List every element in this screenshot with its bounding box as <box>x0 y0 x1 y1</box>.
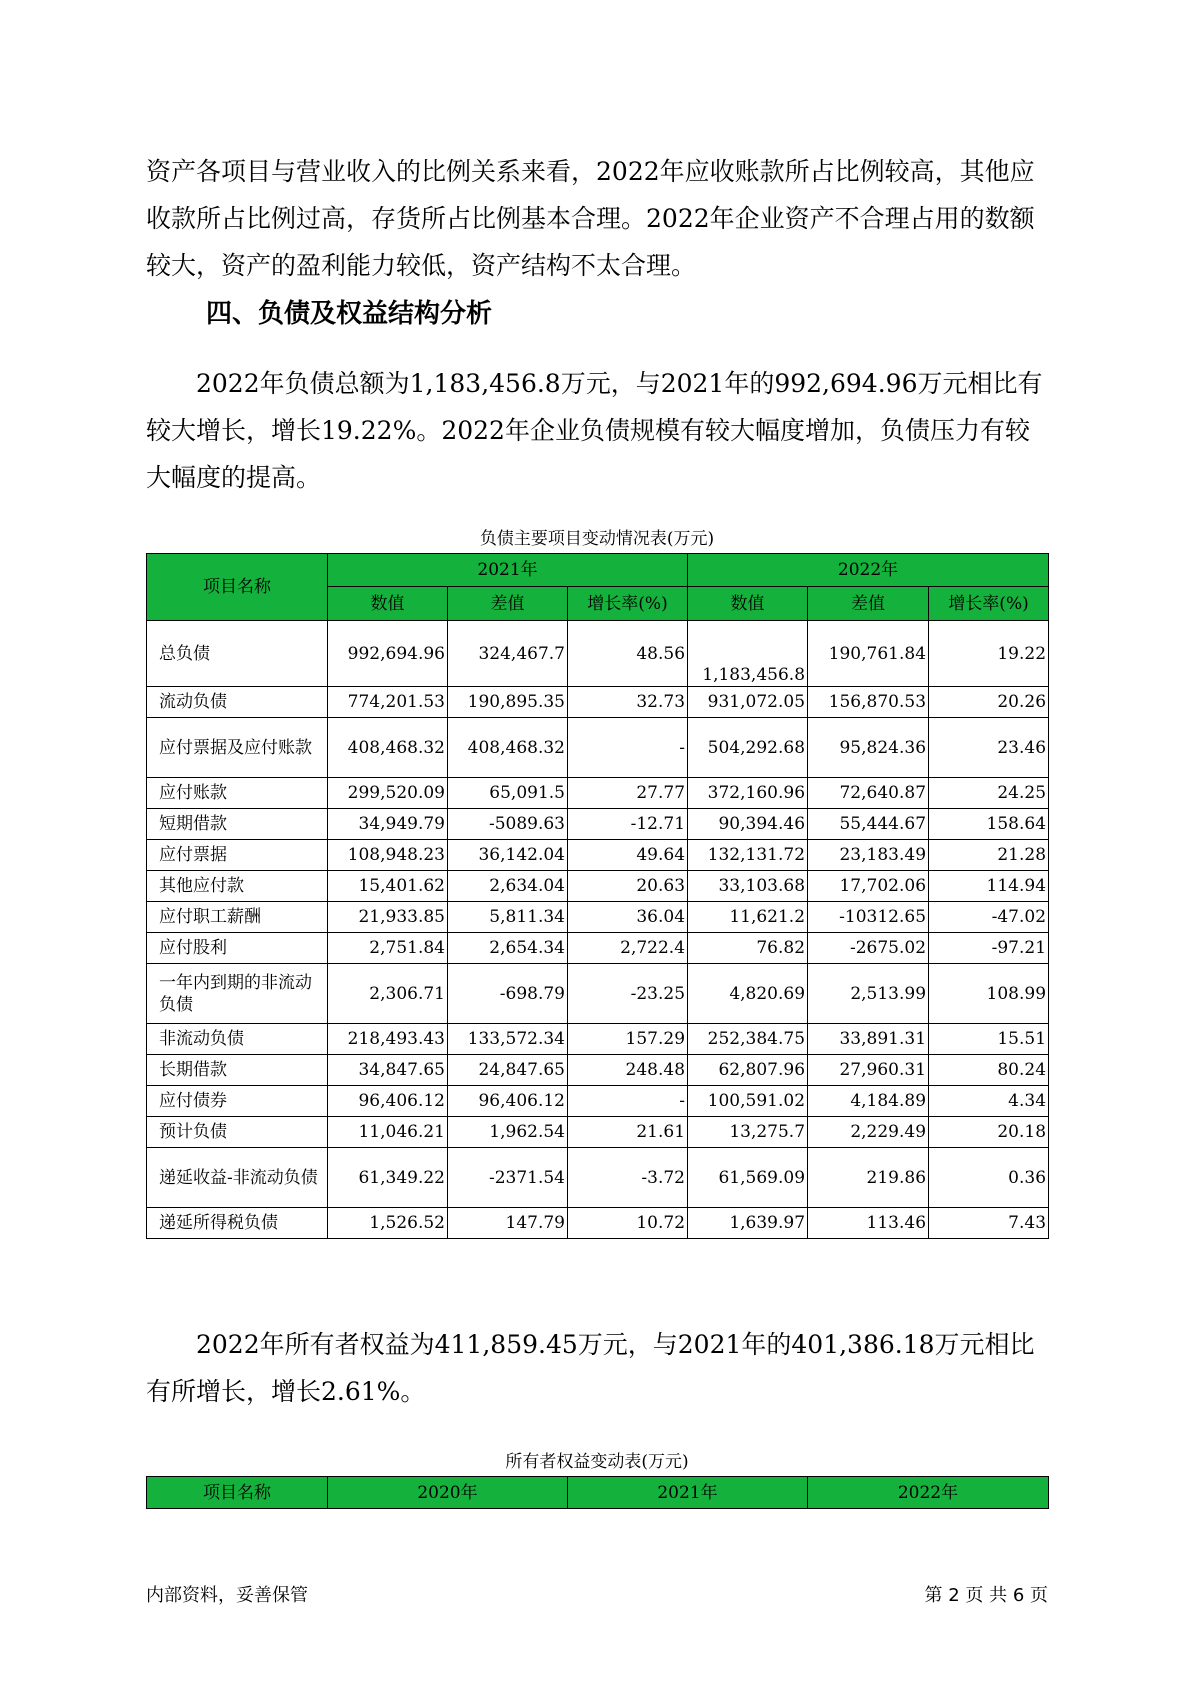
header-year-2021: 2021年 <box>328 554 688 587</box>
cell-rate-2022: 20.18 <box>929 1117 1049 1148</box>
cell-diff-2021: 24,847.65 <box>448 1055 568 1086</box>
cell-item-name: 流动负债 <box>147 687 328 718</box>
paragraph-asset-structure: 资产各项目与营业收入的比例关系来看，2022年应收账款所占比例较高，其他应收款所占比例过高，存货所占比例基本合理。2022年企业资产不合理占用的数额较大，资产的盈利能力较低，资产结构不太合理。 <box>146 157 1035 280</box>
cell-rate-2021: -23.25 <box>568 964 688 1024</box>
cell-value-2022: 13,275.7 <box>688 1117 808 1148</box>
paragraph-equity-summary: 2022年所有者权益为411,859.45万元，与2021年的401,386.18万元相比有所增长，增长2.61%。 <box>146 1330 1035 1406</box>
cell-item-name: 递延收益-非流动负债 <box>147 1148 328 1208</box>
table-row <box>147 621 1049 687</box>
cell-diff-2022: 2,513.99 <box>808 964 929 1024</box>
cell-diff-2021: 5,811.34 <box>448 902 568 933</box>
cell-rate-2022: 158.64 <box>929 809 1049 840</box>
table-row <box>147 840 1049 871</box>
cell-diff-2021: 65,091.5 <box>448 778 568 809</box>
cell-diff-2022: 4,184.89 <box>808 1086 929 1117</box>
cell-value-2022: 33,103.68 <box>688 871 808 902</box>
cell-value-2022: 4,820.69 <box>688 964 808 1024</box>
cell-item-name: 短期借款 <box>147 809 328 840</box>
cell-rate-2022: 4.34 <box>929 1086 1049 1117</box>
cell-value-2021: 108,948.23 <box>328 840 448 871</box>
header-year-2022: 2022年 <box>688 554 1049 587</box>
cell-value-2022: 62,807.96 <box>688 1055 808 1086</box>
cell-value-2022: 61,569.09 <box>688 1148 808 1208</box>
cell-value-2021: 34,949.79 <box>328 809 448 840</box>
cell-diff-2021: 324,467.7 <box>448 621 568 687</box>
cell-value-2022: 76.82 <box>688 933 808 964</box>
cell-diff-2021: 408,468.32 <box>448 718 568 778</box>
cell-item-name: 应付账款 <box>147 778 328 809</box>
cell-diff-2021: 147.79 <box>448 1208 568 1239</box>
cell-diff-2022: 55,444.67 <box>808 809 929 840</box>
equity-table-caption: 所有者权益变动表(万元) <box>505 1452 689 1472</box>
header-year-2022: 2022年 <box>808 1477 1049 1509</box>
cell-diff-2022: 23,183.49 <box>808 840 929 871</box>
table-row <box>147 1055 1049 1086</box>
cell-rate-2021: 10.72 <box>568 1208 688 1239</box>
cell-diff-2022: 2,229.49 <box>808 1117 929 1148</box>
cell-item-name: 一年内到期的非流动负债 <box>147 964 328 1024</box>
cell-rate-2021: - <box>568 718 688 778</box>
cell-diff-2022: 17,702.06 <box>808 871 929 902</box>
cell-value-2022: 11,621.2 <box>688 902 808 933</box>
cell-diff-2022: 156,870.53 <box>808 687 929 718</box>
cell-item-name: 其他应付款 <box>147 871 328 902</box>
cell-item-name: 应付债券 <box>147 1086 328 1117</box>
table-row <box>147 902 1049 933</box>
cell-item-name: 预计负债 <box>147 1117 328 1148</box>
cell-rate-2021: -3.72 <box>568 1148 688 1208</box>
table-row <box>147 871 1049 902</box>
cell-rate-2021: 20.63 <box>568 871 688 902</box>
cell-rate-2022: 7.43 <box>929 1208 1049 1239</box>
cell-diff-2021: 190,895.35 <box>448 687 568 718</box>
table-row <box>147 1024 1049 1055</box>
table-row <box>147 718 1049 778</box>
cell-rate-2021: 48.56 <box>568 621 688 687</box>
cell-item-name: 应付股利 <box>147 933 328 964</box>
table-row <box>147 809 1049 840</box>
header-item-name: 项目名称 <box>147 554 328 621</box>
cell-rate-2022: 15.51 <box>929 1024 1049 1055</box>
cell-item-name: 应付职工薪酬 <box>147 902 328 933</box>
cell-rate-2021: 248.48 <box>568 1055 688 1086</box>
header-value-2022: 数值 <box>688 587 808 621</box>
cell-value-2022: 132,131.72 <box>688 840 808 871</box>
cell-rate-2022: 0.36 <box>929 1148 1049 1208</box>
cell-diff-2022: 72,640.87 <box>808 778 929 809</box>
cell-item-name: 应付票据及应付账款 <box>147 718 328 778</box>
cell-diff-2022: 113.46 <box>808 1208 929 1239</box>
cell-diff-2022: 33,891.31 <box>808 1024 929 1055</box>
cell-rate-2022: 19.22 <box>929 621 1049 687</box>
cell-rate-2021: 49.64 <box>568 840 688 871</box>
cell-rate-2021: 157.29 <box>568 1024 688 1055</box>
cell-diff-2021: -2371.54 <box>448 1148 568 1208</box>
cell-diff-2021: 2,654.34 <box>448 933 568 964</box>
cell-value-2022: 1,639.97 <box>688 1208 808 1239</box>
cell-diff-2021: 1,962.54 <box>448 1117 568 1148</box>
cell-value-2021: 299,520.09 <box>328 778 448 809</box>
cell-item-name: 非流动负债 <box>147 1024 328 1055</box>
cell-diff-2022: -10312.65 <box>808 902 929 933</box>
cell-rate-2022: 80.24 <box>929 1055 1049 1086</box>
cell-value-2021: 774,201.53 <box>328 687 448 718</box>
cell-value-2022: 504,292.68 <box>688 718 808 778</box>
table-row <box>147 964 1049 1024</box>
cell-rate-2021: 21.61 <box>568 1117 688 1148</box>
header-year-2021: 2021年 <box>568 1477 808 1509</box>
cell-diff-2022: 190,761.84 <box>808 621 929 687</box>
paragraph-liability-summary: 2022年负债总额为1,183,456.8万元，与2021年的992,694.96万元相比有较大增长，增长19.22%。2022年企业负债规模有较大幅度增加，负债压力有较大幅度的提高。 <box>146 369 1043 492</box>
header-item-name: 项目名称 <box>147 1477 328 1509</box>
cell-value-2022: 372,160.96 <box>688 778 808 809</box>
cell-value-2021: 2,306.71 <box>328 964 448 1024</box>
cell-diff-2022: 95,824.36 <box>808 718 929 778</box>
cell-rate-2022: -97.21 <box>929 933 1049 964</box>
cell-rate-2021: -12.71 <box>568 809 688 840</box>
cell-diff-2021: -698.79 <box>448 964 568 1024</box>
table-row <box>147 933 1049 964</box>
cell-diff-2021: 36,142.04 <box>448 840 568 871</box>
cell-diff-2021: 133,572.34 <box>448 1024 568 1055</box>
cell-item-name: 长期借款 <box>147 1055 328 1086</box>
cell-rate-2021: 32.73 <box>568 687 688 718</box>
header-value-2021: 数值 <box>328 587 448 621</box>
cell-item-name: 递延所得税负债 <box>147 1208 328 1239</box>
table-row <box>147 1148 1049 1208</box>
cell-value-2022: 90,394.46 <box>688 809 808 840</box>
cell-value-2021: 1,526.52 <box>328 1208 448 1239</box>
table-header-row <box>147 554 1049 587</box>
cell-value-2021: 408,468.32 <box>328 718 448 778</box>
cell-rate-2021: 27.77 <box>568 778 688 809</box>
cell-diff-2021: -5089.63 <box>448 809 568 840</box>
footer-page-number: 第 2 页 共 6 页 <box>924 1585 1048 1606</box>
cell-value-2021: 2,751.84 <box>328 933 448 964</box>
cell-value-2021: 21,933.85 <box>328 902 448 933</box>
cell-item-name: 总负债 <box>147 621 328 687</box>
cell-value-2021: 61,349.22 <box>328 1148 448 1208</box>
footer-confidential-note: 内部资料，妥善保管 <box>146 1585 308 1606</box>
cell-rate-2021: 2,722.4 <box>568 933 688 964</box>
cell-value-2022: 931,072.05 <box>688 687 808 718</box>
cell-rate-2022: 20.26 <box>929 687 1049 718</box>
table-row <box>147 778 1049 809</box>
section-heading: 四、负债及权益结构分析 <box>206 299 493 329</box>
cell-value-2021: 11,046.21 <box>328 1117 448 1148</box>
table-row <box>147 1117 1049 1148</box>
liability-table-caption: 负债主要项目变动情况表(万元) <box>479 529 715 549</box>
cell-value-2022: 252,384.75 <box>688 1024 808 1055</box>
cell-diff-2021: 2,634.04 <box>448 871 568 902</box>
liability-table <box>146 553 1049 1239</box>
cell-diff-2022: 27,960.31 <box>808 1055 929 1086</box>
cell-diff-2022: 219.86 <box>808 1148 929 1208</box>
cell-value-2021: 34,847.65 <box>328 1055 448 1086</box>
cell-value-2022: 1,183,456.8 <box>688 621 808 687</box>
header-rate-2021: 增长率(%) <box>568 587 688 621</box>
cell-value-2021: 15,401.62 <box>328 871 448 902</box>
table-row <box>147 687 1049 718</box>
cell-rate-2022: 24.25 <box>929 778 1049 809</box>
cell-rate-2021: 36.04 <box>568 902 688 933</box>
cell-rate-2022: 114.94 <box>929 871 1049 902</box>
cell-rate-2022: -47.02 <box>929 902 1049 933</box>
equity-table <box>146 1476 1049 1509</box>
cell-item-name: 应付票据 <box>147 840 328 871</box>
table-header-row <box>147 1477 1049 1509</box>
cell-value-2021: 218,493.43 <box>328 1024 448 1055</box>
cell-value-2022: 100,591.02 <box>688 1086 808 1117</box>
header-rate-2022: 增长率(%) <box>929 587 1049 621</box>
table-row <box>147 1208 1049 1239</box>
cell-rate-2022: 23.46 <box>929 718 1049 778</box>
cell-diff-2021: 96,406.12 <box>448 1086 568 1117</box>
table-row <box>147 1086 1049 1117</box>
cell-rate-2022: 108.99 <box>929 964 1049 1024</box>
cell-value-2021: 96,406.12 <box>328 1086 448 1117</box>
cell-value-2021: 992,694.96 <box>328 621 448 687</box>
cell-diff-2022: -2675.02 <box>808 933 929 964</box>
cell-rate-2022: 21.28 <box>929 840 1049 871</box>
cell-rate-2021: - <box>568 1086 688 1117</box>
header-diff-2021: 差值 <box>448 587 568 621</box>
header-year-2020: 2020年 <box>328 1477 568 1509</box>
header-diff-2022: 差值 <box>808 587 929 621</box>
